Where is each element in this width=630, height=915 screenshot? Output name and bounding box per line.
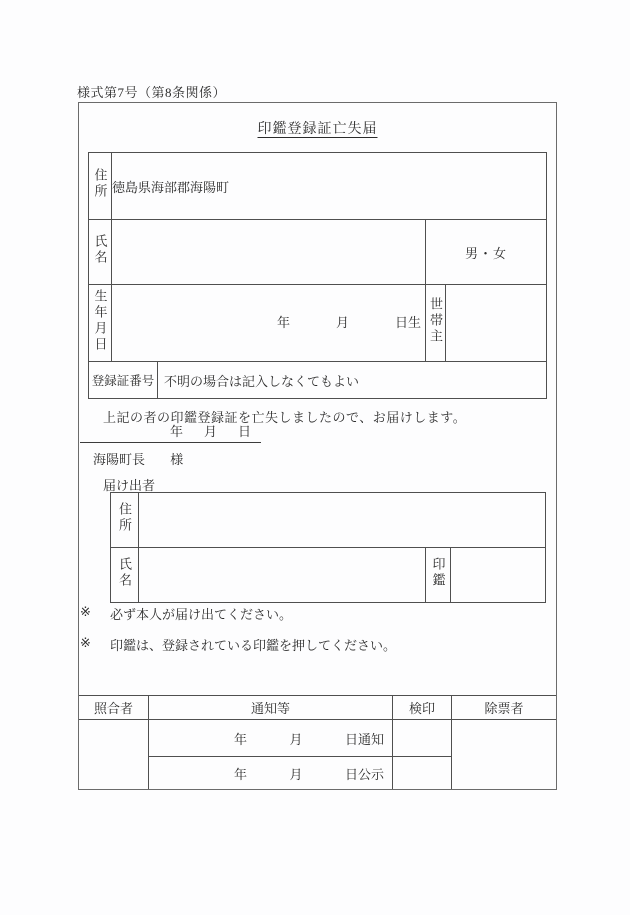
birthdate-label: 生年月日 [92, 289, 108, 353]
month-label: 月 [289, 766, 303, 782]
birthdate-value-cell [112, 285, 426, 362]
month-label: 月 [289, 731, 303, 747]
inspection-seal-header: 検印 [392, 696, 451, 720]
registration-number-label: 登録証番号 [91, 374, 155, 388]
seal-imprint-cell [451, 548, 546, 603]
notifier-name-label: 氏名 [117, 557, 132, 589]
form-code-label: 様式第7号（第8条関係） [77, 85, 227, 100]
notifier-address-value-cell [139, 493, 546, 548]
year-label: 年 [234, 766, 248, 782]
birth-month-label: 月 [335, 314, 349, 330]
form-border-box [78, 102, 557, 790]
collator-body-cell [79, 720, 148, 789]
collator-header: 照合者 [79, 696, 148, 720]
notifier-address-label-cell [111, 493, 139, 548]
gender-options: 男・女 [465, 245, 508, 261]
document-title: 印鑑登録証亡失届 [257, 122, 378, 137]
birth-year-label: 年 [277, 314, 291, 330]
publication-date-row [148, 756, 392, 789]
household-head-label: 世帯主 [428, 297, 443, 345]
reference-mark-icon: ※ [80, 604, 91, 619]
deregistration-body-cell [451, 720, 556, 789]
address-label-cell [89, 153, 112, 220]
name-label: 氏名 [92, 234, 108, 266]
notifier-name-value-cell [139, 548, 426, 603]
registration-number-label-cell [89, 362, 158, 399]
address-value-cell [112, 153, 547, 220]
declaration-statement: 上記の者の印鑑登録証を亡失しましたので、お届けします。 [103, 410, 467, 425]
table-row [89, 220, 547, 285]
addressee-name: 海陽町長 [93, 452, 146, 467]
notifier-address-label: 住所 [117, 502, 132, 534]
gender-cell [426, 220, 547, 285]
birth-day-suffix: 日生 [394, 314, 421, 330]
day-notify-label: 日通知 [344, 731, 384, 747]
date-day-label: 日 [237, 424, 251, 439]
seal-label-cell [426, 548, 451, 603]
notifier-table [110, 492, 546, 603]
date-month-label: 月 [203, 424, 217, 439]
address-label: 住所 [92, 168, 108, 200]
notification-date-row [148, 720, 392, 756]
name-value-cell [112, 220, 426, 285]
birthdate-units [112, 312, 425, 335]
notifier-name-label-cell [111, 548, 139, 603]
note-text: 必ず本人が届け出てください。 [110, 607, 293, 622]
inspection-seal-cell [392, 756, 451, 789]
household-head-value-cell [446, 285, 547, 362]
address-value: 徳島県海部郡海陽町 [112, 179, 230, 195]
household-head-label-cell [426, 285, 446, 362]
note-item [80, 635, 396, 654]
date-year-label: 年 [170, 424, 184, 439]
declaration-date-line [80, 425, 261, 443]
office-use-table [79, 695, 556, 789]
notification-header: 通知等 [148, 696, 392, 720]
table-row [111, 548, 546, 603]
name-label-cell [89, 220, 112, 285]
addressee-row [93, 449, 183, 468]
table-row [89, 285, 547, 362]
table-row [111, 493, 546, 548]
inspection-seal-cell [392, 720, 451, 756]
note-text: 印鑑は、登録されている印鑑を押してください。 [110, 638, 397, 653]
day-publish-label: 日公示 [344, 766, 384, 782]
registration-number-note: 不明の場合は記入しなくてもよい [164, 373, 360, 389]
year-label: 年 [234, 731, 248, 747]
addressee-honorific: 様 [170, 452, 184, 467]
registration-number-value-cell [158, 362, 547, 399]
table-row [89, 362, 547, 399]
reference-mark-icon: ※ [80, 635, 91, 650]
deregistration-header: 除票者 [451, 696, 556, 720]
table-row [89, 153, 547, 220]
note-item [80, 604, 292, 623]
notifier-caption: 届け出者 [103, 478, 156, 493]
seal-label: 印鑑 [430, 557, 446, 589]
birthdate-label-cell [89, 285, 112, 362]
applicant-table [88, 152, 547, 399]
